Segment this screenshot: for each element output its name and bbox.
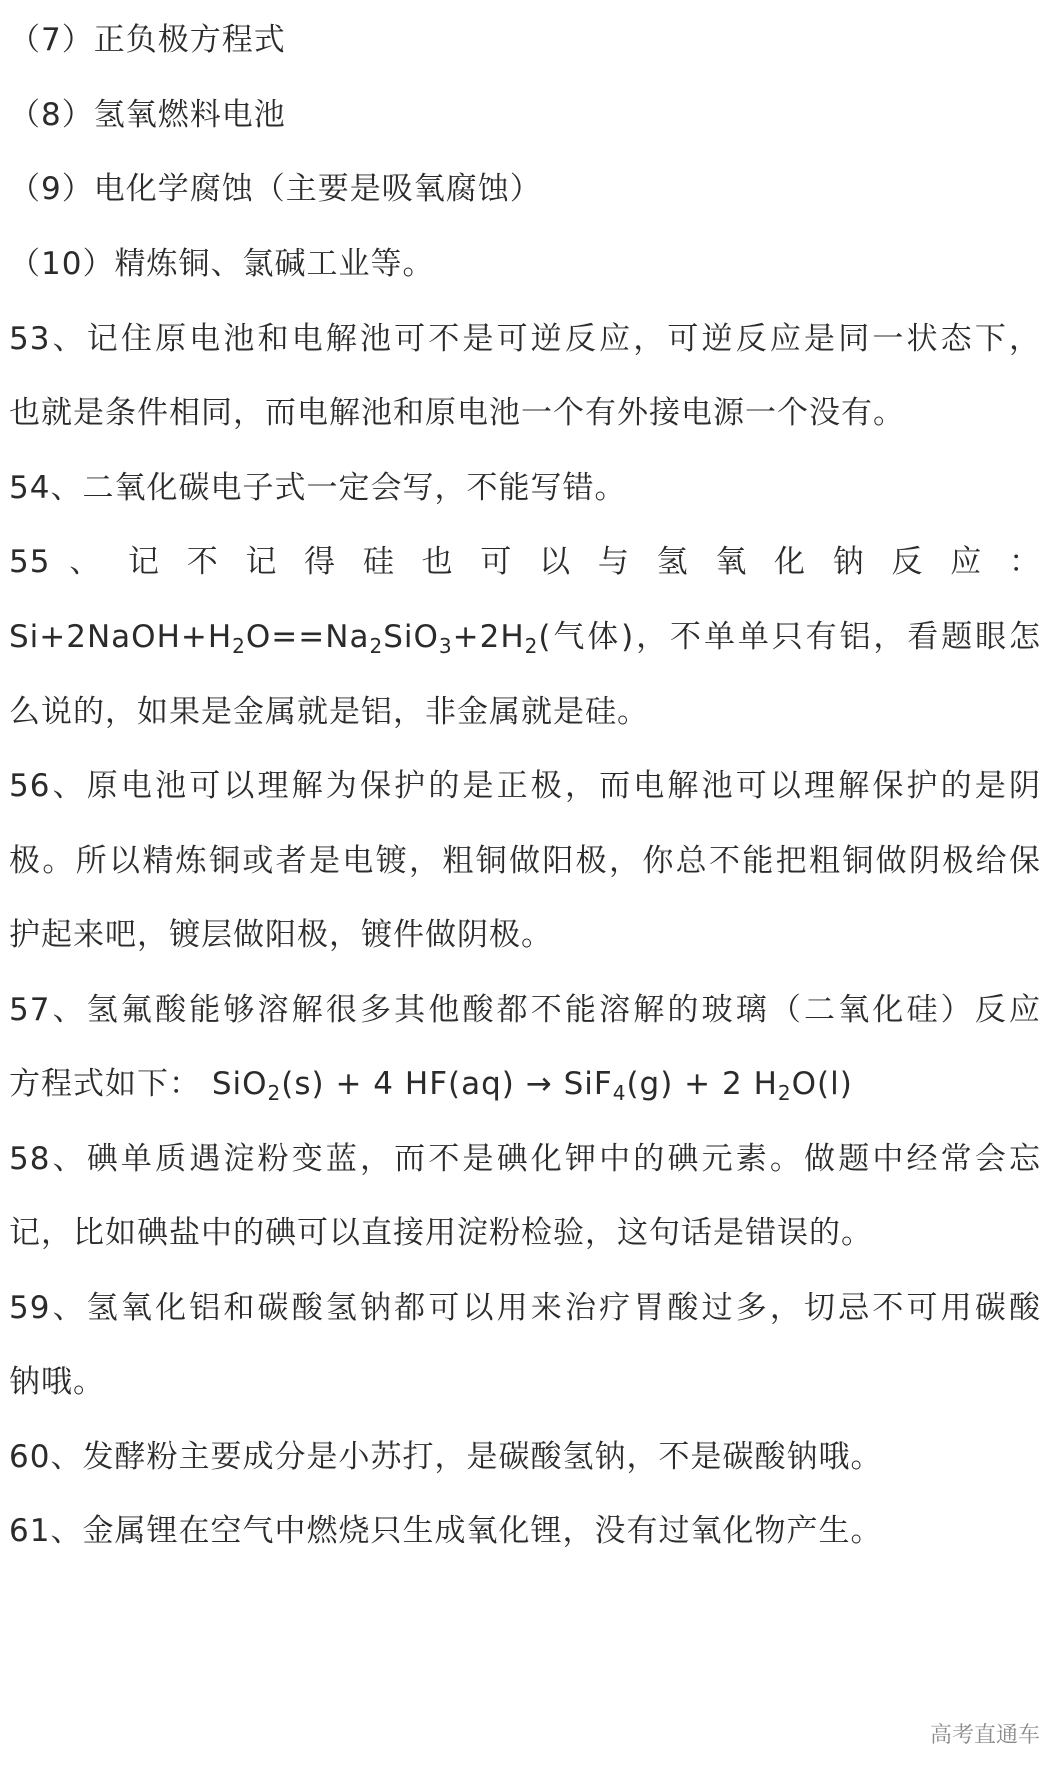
subscript: 2 bbox=[267, 1081, 282, 1105]
equation-text: +2H bbox=[452, 619, 525, 655]
equation-text: 方程式如下： SiO bbox=[9, 1066, 268, 1102]
equation-text: (s) + 4 HF(aq) → SiF bbox=[281, 1066, 613, 1102]
equation-text: (g) + 2 H bbox=[626, 1066, 778, 1102]
paragraph-57-equation-line bbox=[9, 1064, 853, 1113]
subscript: 4 bbox=[612, 1081, 627, 1105]
paragraph-56-line-3: 护起来吧，镀层做阳极，镀件做阴极。 bbox=[9, 917, 553, 953]
paragraph-53-line-1: 53、记住原电池和电解池可不是可逆反应，可逆反应是同一状态下， bbox=[9, 321, 1041, 357]
paragraph-61: 61、金属锂在空气中燃烧只生成氧化锂，没有过氧化物产生。 bbox=[9, 1513, 883, 1549]
subscript: 2 bbox=[232, 634, 246, 658]
watermark-text: 高考直通车 bbox=[929, 1723, 1040, 1748]
paragraph-58-line-1: 58、碘单质遇淀粉变蓝，而不是碘化钾中的碘元素。做题中经常会忘 bbox=[9, 1141, 1041, 1177]
paragraph-55-line-1: 55 、 记 不 记 得 硅 也 可 以 与 氢 氧 化 钠 反 应 ： bbox=[9, 544, 1041, 580]
paragraph-57-line-1: 57、氢氟酸能够溶解很多其他酸都不能溶解的玻璃（二氧化硅）反应 bbox=[9, 992, 1041, 1028]
subscript: 2 bbox=[369, 634, 384, 658]
list-item-8: （8）氢氧燃料电池 bbox=[9, 97, 286, 133]
paragraph-53-line-2: 也就是条件相同，而电解池和原电池一个有外接电源一个没有。 bbox=[9, 395, 905, 431]
subscript: 2 bbox=[524, 634, 539, 658]
paragraph-55-line-3: 么说的，如果是金属就是铝，非金属就是硅。 bbox=[9, 694, 649, 730]
list-item-9: （9）电化学腐蚀（主要是吸氧腐蚀） bbox=[9, 171, 542, 207]
equation-text: Si+2NaOH+H bbox=[9, 619, 233, 655]
list-item-7: （7）正负极方程式 bbox=[9, 22, 286, 58]
equation-text: SiO bbox=[383, 619, 439, 655]
paragraph-55-equation-line bbox=[9, 617, 1041, 666]
paragraph-56-line-1: 56、原电池可以理解为保护的是正极，而电解池可以理解保护的是阴 bbox=[9, 768, 1041, 804]
equation-text: O==Na bbox=[245, 619, 370, 655]
equation-text: (气体)，不单单只有铝，看题眼怎 bbox=[538, 619, 1041, 655]
equation-text: O(l) bbox=[791, 1066, 853, 1102]
paragraph-58-line-2: 记，比如碘盐中的碘可以直接用淀粉检验，这句话是错误的。 bbox=[9, 1215, 873, 1251]
paragraph-59-line-2: 钠哦。 bbox=[9, 1364, 105, 1400]
subscript: 2 bbox=[777, 1081, 792, 1105]
list-item-10: （10）精炼铜、氯碱工业等。 bbox=[9, 246, 435, 282]
paragraph-56-line-2: 极。所以精炼铜或者是电镀，粗铜做阳极，你总不能把粗铜做阴极给保 bbox=[9, 843, 1041, 879]
paragraph-54: 54、二氧化碳电子式一定会写，不能写错。 bbox=[9, 470, 627, 506]
paragraph-59-line-1: 59、氢氧化铝和碳酸氢钠都可以用来治疗胃酸过多，切忌不可用碳酸 bbox=[9, 1290, 1041, 1326]
subscript: 3 bbox=[438, 634, 453, 658]
paragraph-60: 60、发酵粉主要成分是小苏打，是碳酸氢钠，不是碳酸钠哦。 bbox=[9, 1439, 883, 1475]
